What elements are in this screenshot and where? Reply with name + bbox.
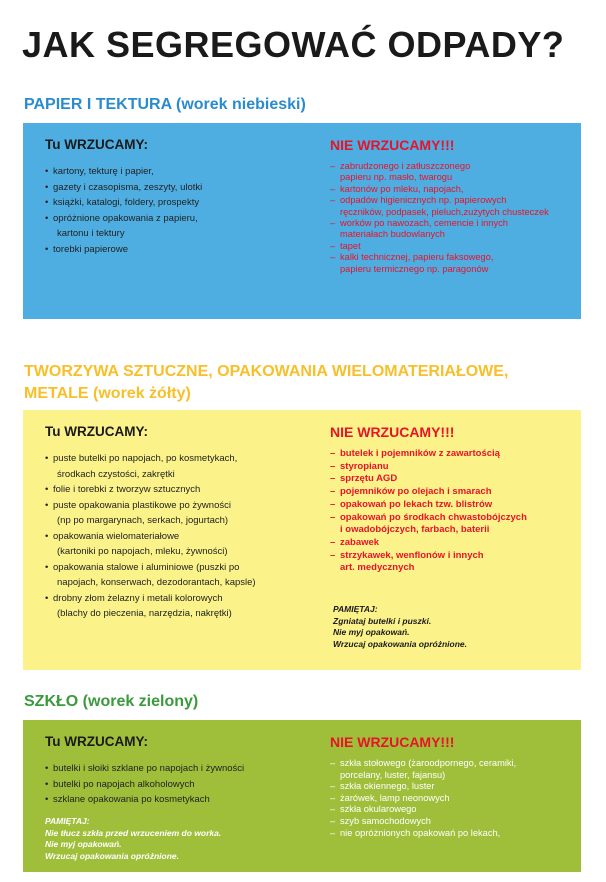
list-item <box>330 486 580 499</box>
paper-forbidden-list <box>330 161 575 275</box>
paper-allowed-column <box>45 137 325 257</box>
list-item <box>45 451 325 482</box>
list-item-line: • butelki i słoiki szklane po napojach i żywności <box>53 763 245 774</box>
note-line: Nie tłucz szkła przed wrzuceniem do worka. <box>45 827 222 838</box>
list-item-line: • opakowania stalowe i aluminiowe (puszki po <box>53 561 240 573</box>
list-item-line: zużytych chusteczek <box>463 206 549 217</box>
list-item <box>330 781 580 793</box>
list-item-line: art. medycznych <box>340 562 415 574</box>
list-item <box>330 758 580 781</box>
list-item-line: • opakowania wielomateriałowe <box>53 530 180 542</box>
list-item-line: – opakowań po środkach chwastobójczych <box>340 511 527 523</box>
list-item-line: (blachy do pieczenia, narzędzia, nakrętki) <box>57 608 232 619</box>
list-item-line: – pojemników po olejach i smarach <box>340 486 492 498</box>
list-item <box>330 473 580 486</box>
list-item <box>330 195 575 218</box>
glass-panel <box>23 720 581 872</box>
note-line: Nie myj opakowań. <box>333 627 410 637</box>
list-item-line: (np po margarynach, serkach, jogurtach) <box>57 515 229 526</box>
list-item <box>330 512 580 537</box>
note-heading: PAMIĘTAJ: <box>45 816 90 826</box>
list-item-line: – tapet <box>340 240 361 251</box>
list-item <box>330 816 580 828</box>
list-item-line: – odpadów higienicznych np. papierowych <box>340 195 507 206</box>
list-item-line: • drobny złom żelazny i metali kolorowych <box>53 592 223 604</box>
glass-reminder-note <box>45 816 325 862</box>
list-item <box>45 560 325 591</box>
list-item-line: • opróżnione opakowania z papieru, <box>53 212 198 224</box>
list-item-line: – zabrudzonego i zatłuszczonego <box>340 161 471 171</box>
list-item-line: ręczników, podpasek, pieluch, <box>340 206 464 217</box>
list-item <box>330 537 580 550</box>
plastics-allowed-list <box>45 451 325 622</box>
note-heading: PAMIĘTAJ: <box>333 604 378 614</box>
list-item-line: • torebki papierowe <box>53 243 128 255</box>
paper-panel <box>23 123 581 319</box>
page-title: JAK SEGREGOWAĆ ODPADY? <box>22 24 565 65</box>
list-item-line: – styropianu <box>340 460 389 472</box>
list-item-line: – kalki technicznej, papieru faksowego, <box>340 252 494 263</box>
list-item <box>45 482 325 498</box>
note-line: Wrzucaj opakowania opróżnione. <box>333 638 467 649</box>
plastics-allowed-column <box>45 424 325 622</box>
list-item-line: napojach, konserwach, dezodorantach, kapsle) <box>57 577 256 588</box>
list-item <box>45 164 325 180</box>
list-item <box>330 550 580 575</box>
list-item-line: – szkła okiennego, luster <box>340 781 435 792</box>
list-item-line: • puste butelki po napojach, po kosmetykach, <box>53 453 238 464</box>
plastics-heading-line2: METALE (worek żółty) <box>24 385 191 402</box>
list-item <box>330 793 580 805</box>
list-item <box>45 591 325 622</box>
list-item <box>330 448 580 461</box>
note-line: Zgniataj butelki i puszki. <box>333 615 432 626</box>
list-item-line: (kartoniki po napojach, mleku, żywności) <box>57 546 228 557</box>
glass-allowed-list <box>45 761 325 808</box>
list-item <box>330 804 580 816</box>
glass-allowed-title: Tu WRZUCAMY: <box>45 734 148 749</box>
glass-section-heading: SZKŁO (worek zielony) <box>24 693 199 710</box>
list-item-line: – szkła okularowego <box>340 804 417 815</box>
list-item-line: • szklane opakowania po kosmetykach <box>53 794 210 805</box>
list-item-line: kartonu i tektury <box>57 228 125 239</box>
note-line: Nie myj opakowań. <box>45 839 122 849</box>
glass-forbidden-title: NIE WRZUCAMY!!! <box>330 734 455 750</box>
list-item <box>45 777 325 793</box>
paper-forbidden-column <box>330 137 575 275</box>
list-item-line: • butelki po napojach alkoholowych <box>53 778 195 790</box>
plastics-allowed-title: Tu WRZUCAMY: <box>45 424 148 439</box>
list-item-line: materiałach budowlanych <box>340 229 445 240</box>
list-item-line: – kartonów po mleku, napojach, <box>340 183 464 194</box>
glass-forbidden-column <box>330 734 580 839</box>
plastics-forbidden-list <box>330 448 580 575</box>
list-item-line: – opakowań po lekach tzw. blistrów <box>340 498 493 510</box>
list-item-line: – zabawek <box>340 536 380 548</box>
list-item-line: • książki, katalogi, foldery, prospekty <box>53 197 200 208</box>
list-item-line: środkach czystości, zakrętki <box>57 468 175 480</box>
plastics-reminder-note <box>333 604 573 650</box>
paper-allowed-title: Tu WRZUCAMY: <box>45 137 148 152</box>
plastics-forbidden-title: NIE WRZUCAMY!!! <box>330 424 455 440</box>
list-item <box>45 529 325 560</box>
list-item-line: – nie opróżnionych opakowań po lekach, <box>340 827 501 838</box>
list-item <box>45 211 325 242</box>
list-item <box>45 498 325 529</box>
list-item <box>45 761 325 777</box>
list-item-line: papieru termicznego np. paragonów <box>340 263 489 274</box>
list-item <box>45 792 325 808</box>
list-item <box>330 184 575 195</box>
plastics-panel <box>23 410 581 670</box>
glass-forbidden-list <box>330 758 580 839</box>
list-item-line: • folie i torebki z tworzyw sztucznych <box>53 484 201 495</box>
note-line: Wrzucaj opakowania opróżnione. <box>45 850 179 861</box>
list-item <box>330 828 580 840</box>
list-item-line: – worków po nawozach, cemencie i innych <box>340 218 508 229</box>
list-item <box>330 161 575 184</box>
list-item <box>330 241 575 252</box>
plastics-section-heading <box>24 361 508 405</box>
plastics-heading-line1: TWORZYWA SZTUCZNE, OPAKOWANIA WIELOMATERIAŁOWE, <box>24 363 509 380</box>
list-item-line: – szyb samochodowych <box>340 815 431 826</box>
list-item <box>45 242 325 258</box>
list-item <box>330 218 575 241</box>
plastics-forbidden-column <box>330 424 580 575</box>
paper-section-heading: PAPIER I TEKTURA (worek niebieski) <box>24 96 306 113</box>
list-item <box>330 252 575 275</box>
list-item-line: • puste opakowania plastikowe po żywności <box>53 499 231 511</box>
list-item-line: • kartony, tekturę i papier, <box>53 166 154 177</box>
list-item-line: porcelany, luster, fajansu) <box>340 769 446 780</box>
list-item <box>330 499 580 512</box>
list-item-line: – strzykawek, wenflonów i innych <box>340 549 484 561</box>
paper-allowed-list <box>45 164 325 257</box>
list-item-line: – szkła stołowego (żaroodpornego, ceramiki, <box>340 758 517 768</box>
list-item-line: papieru np. masło, twarogu <box>340 172 453 183</box>
list-item-line: • gazety i czasopisma, zeszyty, ulotki <box>53 181 203 193</box>
paper-forbidden-title: NIE WRZUCAMY!!! <box>330 137 455 153</box>
list-item-line: – żarówek, lamp neonowych <box>340 792 450 803</box>
list-item <box>330 461 580 474</box>
list-item-line: – butelek i pojemników z zawartością <box>340 448 500 459</box>
list-item <box>45 180 325 196</box>
list-item-line: i owadobójczych, farbach, baterii <box>340 524 490 536</box>
list-item <box>45 195 325 211</box>
glass-allowed-column <box>45 734 325 808</box>
list-item-line: – sprzętu AGD <box>340 473 398 485</box>
